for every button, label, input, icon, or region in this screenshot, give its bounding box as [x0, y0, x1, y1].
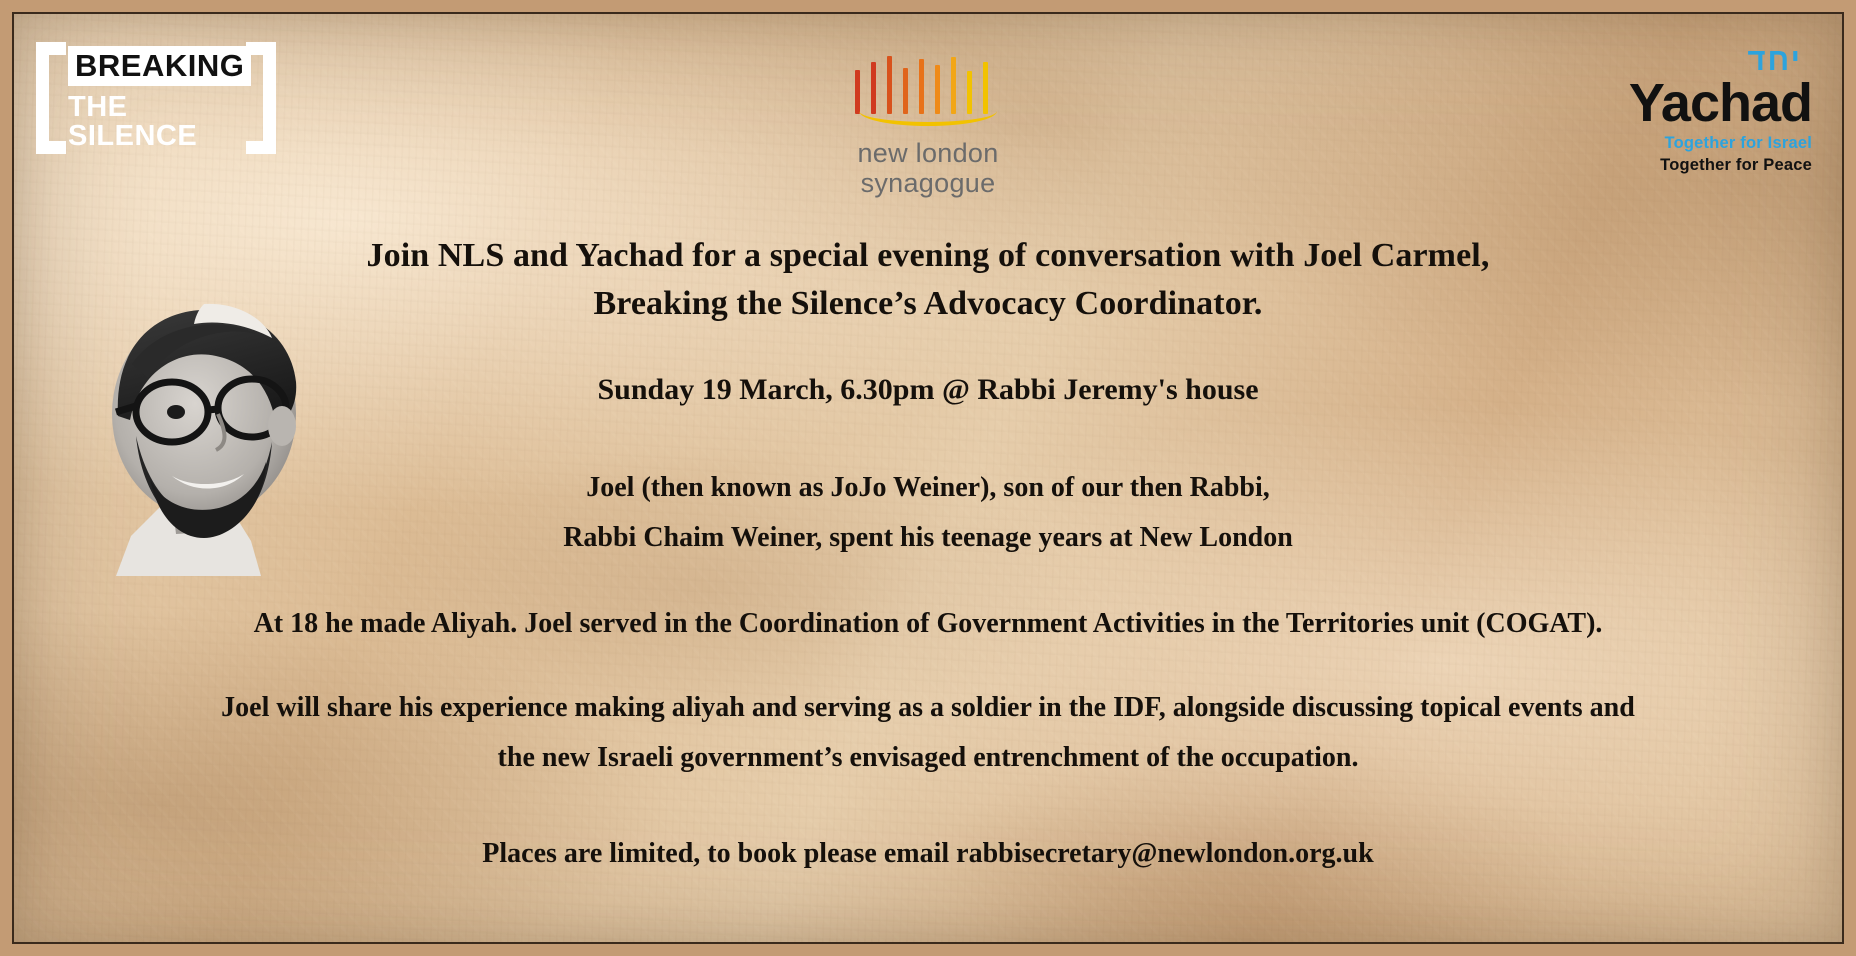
bio-line-2: Rabbi Chaim Weiner, spent his teenage years at New London [563, 521, 1293, 553]
yachad-hebrew-text: יחד [1747, 42, 1802, 77]
bts-logo-line-1: BREAKING [68, 46, 251, 86]
talk-line-2: the new Israeli government’s envisaged entrenchment of the occupation. [497, 741, 1359, 773]
nls-wordmark-line-2: synagogue [860, 168, 996, 199]
bts-logo-line-2: THE SILENCE [68, 90, 198, 152]
nls-wordmark-line-1: new london [857, 138, 999, 168]
event-details: Sunday 19 March, 6.30pm @ Rabbi Jeremy's house [597, 372, 1259, 406]
bio-line-1: Joel (then known as JoJo Weiner), son of our then Rabbi, [586, 471, 1270, 503]
headline-line-2: Breaking the Silence’s Advocacy Coordinator. [593, 285, 1263, 323]
poster-text-content [14, 232, 1842, 875]
nls-wordmark [798, 138, 1058, 198]
yachad-tagline-2: Together for Peace [1660, 155, 1812, 174]
booking-information: Places are limited, to book please email rabbisecretary@newlondon.org.uk [482, 837, 1374, 869]
yachad-tagline-1: Together for Israel [1664, 133, 1812, 152]
headline-line-1: Join NLS and Yachad for a special evening of conversation with Joel Carmel, [366, 237, 1490, 274]
aliyah-paragraph: At 18 he made Aliyah. Joel served in the Coordination of Government Activities in the Territories unit (COGAT). [253, 607, 1603, 639]
yachad-logo [1592, 44, 1812, 176]
menorah-arc-icon [859, 96, 997, 126]
new-london-synagogue-logo [798, 54, 1058, 198]
poster-parchment-background [12, 12, 1844, 944]
menorah-bars-icon [853, 54, 1003, 126]
yachad-wordmark: Yachad [1628, 73, 1812, 133]
talk-line-1: Joel will share his experience making aliyah and serving as a soldier in the IDF, alongside discussing topical events and [221, 691, 1635, 723]
left-bracket-icon [36, 42, 66, 154]
breaking-the-silence-logo [36, 42, 276, 154]
breaking-the-silence-wordmark [68, 47, 245, 152]
